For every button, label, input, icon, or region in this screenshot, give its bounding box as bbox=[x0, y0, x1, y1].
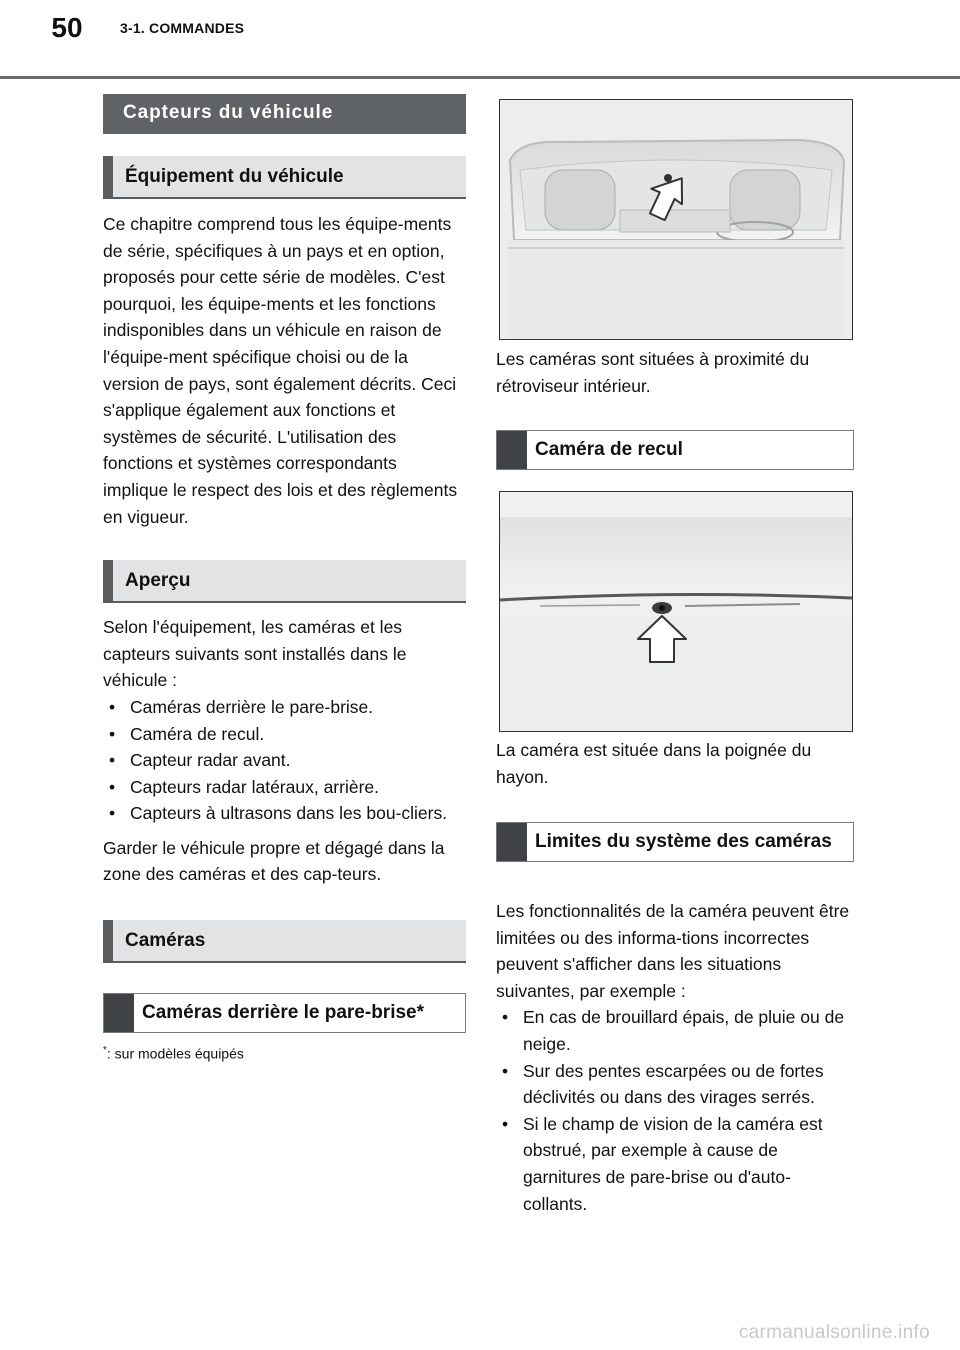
tailgate-illustration bbox=[500, 492, 852, 731]
heading-camera-limits bbox=[496, 822, 854, 862]
bullet-icon: • bbox=[502, 1060, 509, 1081]
heading-windshield-cameras-text: Caméras derrière le pare-brise* bbox=[142, 1002, 424, 1024]
section-banner: Capteurs du véhicule bbox=[103, 94, 466, 134]
footnote-text: : sur modèles équipés bbox=[106, 1045, 244, 1062]
overview-list bbox=[103, 694, 466, 827]
heading-rear-camera-text: Caméra de recul bbox=[535, 439, 683, 460]
footnote-mark: * bbox=[103, 1045, 107, 1057]
list-item: • En cas de brouillard épais, de pluie ou de neige. bbox=[496, 1004, 854, 1057]
limits-section bbox=[496, 898, 854, 1217]
bullet-icon: • bbox=[502, 1007, 509, 1028]
limits-intro: Les fonctionnalités de la caméra peuvent être limitées ou des informa-tions incorrectes peuvent s'afficher dans les situations suivantes, par exemple : bbox=[496, 901, 850, 1001]
heading-overview-text: Aperçu bbox=[125, 570, 191, 592]
heading-cameras bbox=[103, 920, 466, 963]
heading-camera-limits-text: Limites du système des caméras bbox=[535, 831, 832, 852]
car-interior-illustration bbox=[500, 100, 852, 339]
limits-list bbox=[496, 1004, 854, 1217]
list-item: • Sur des pentes escarpées ou de fortes déclivités ou dans des virages serrés. bbox=[496, 1058, 854, 1111]
heading-overview bbox=[103, 560, 466, 603]
list-item: • Si le champ de vision de la caméra est obstrué, par exemple à cause de garnitures de pare-brise ou d'auto-collants. bbox=[496, 1111, 854, 1217]
rear-camera-caption: La caméra est située dans la poignée du hayon. bbox=[496, 740, 812, 787]
heading-equipment bbox=[103, 156, 466, 199]
overview-note: Garder le véhicule propre et dégagé dans la zone des caméras et des cap-teurs. bbox=[103, 837, 445, 885]
rear-camera-figure bbox=[499, 491, 853, 732]
bullet-icon: • bbox=[502, 1113, 509, 1134]
heading-cameras-text: Caméras bbox=[125, 930, 206, 952]
heading-windshield-cameras bbox=[103, 993, 466, 1033]
watermark: carmanualsonline.info bbox=[738, 1322, 930, 1343]
overview-intro: Selon l'équipement, les caméras et les capteurs suivants sont installés dans le véhicule : bbox=[103, 617, 407, 691]
heading-rear-camera bbox=[496, 430, 854, 470]
list-item: • Capteur radar avant. bbox=[103, 747, 466, 774]
bullet-icon: • bbox=[109, 776, 116, 797]
windshield-camera-figure bbox=[499, 99, 853, 340]
bullet-icon: • bbox=[109, 803, 116, 824]
heading-equipment-text: Équipement du véhicule bbox=[125, 166, 344, 187]
list-item: • Caméras derrière le pare-brise. bbox=[103, 694, 466, 721]
bullet-icon: • bbox=[109, 723, 116, 744]
left-column bbox=[103, 94, 466, 1062]
list-item: • Capteurs radar latéraux, arrière. bbox=[103, 774, 466, 801]
bullet-icon: • bbox=[109, 750, 116, 771]
page-number: 50 bbox=[51, 12, 83, 43]
list-item: • Capteurs à ultrasons dans les bou-cliers. bbox=[103, 800, 466, 827]
footnote bbox=[103, 1045, 466, 1062]
chapter-title: 3-1. COMMANDES bbox=[120, 20, 245, 36]
equipment-paragraph: Ce chapitre comprend tous les équipe-ments de série, spécifiques à un pays et en option, proposés pour cette série de modèles. C'est pourquoi, les équipe-ments et les fonctions indisponibles dans un véhicule en raison de l'équipe-ment spécifique choisi ou de la version de pays, sont également décrits. Ceci s'applique également aux fonctions et systèmes de sécurité. L'utilisation des fonctions et systèmes correspondants implique le respect des lois et des règlements en vigueur. bbox=[103, 214, 458, 527]
bullet-icon: • bbox=[109, 696, 116, 717]
windshield-caption: Les caméras sont situées à proximité du rétroviseur intérieur. bbox=[496, 349, 810, 396]
header-divider bbox=[0, 76, 960, 79]
list-item: • Caméra de recul. bbox=[103, 721, 466, 748]
